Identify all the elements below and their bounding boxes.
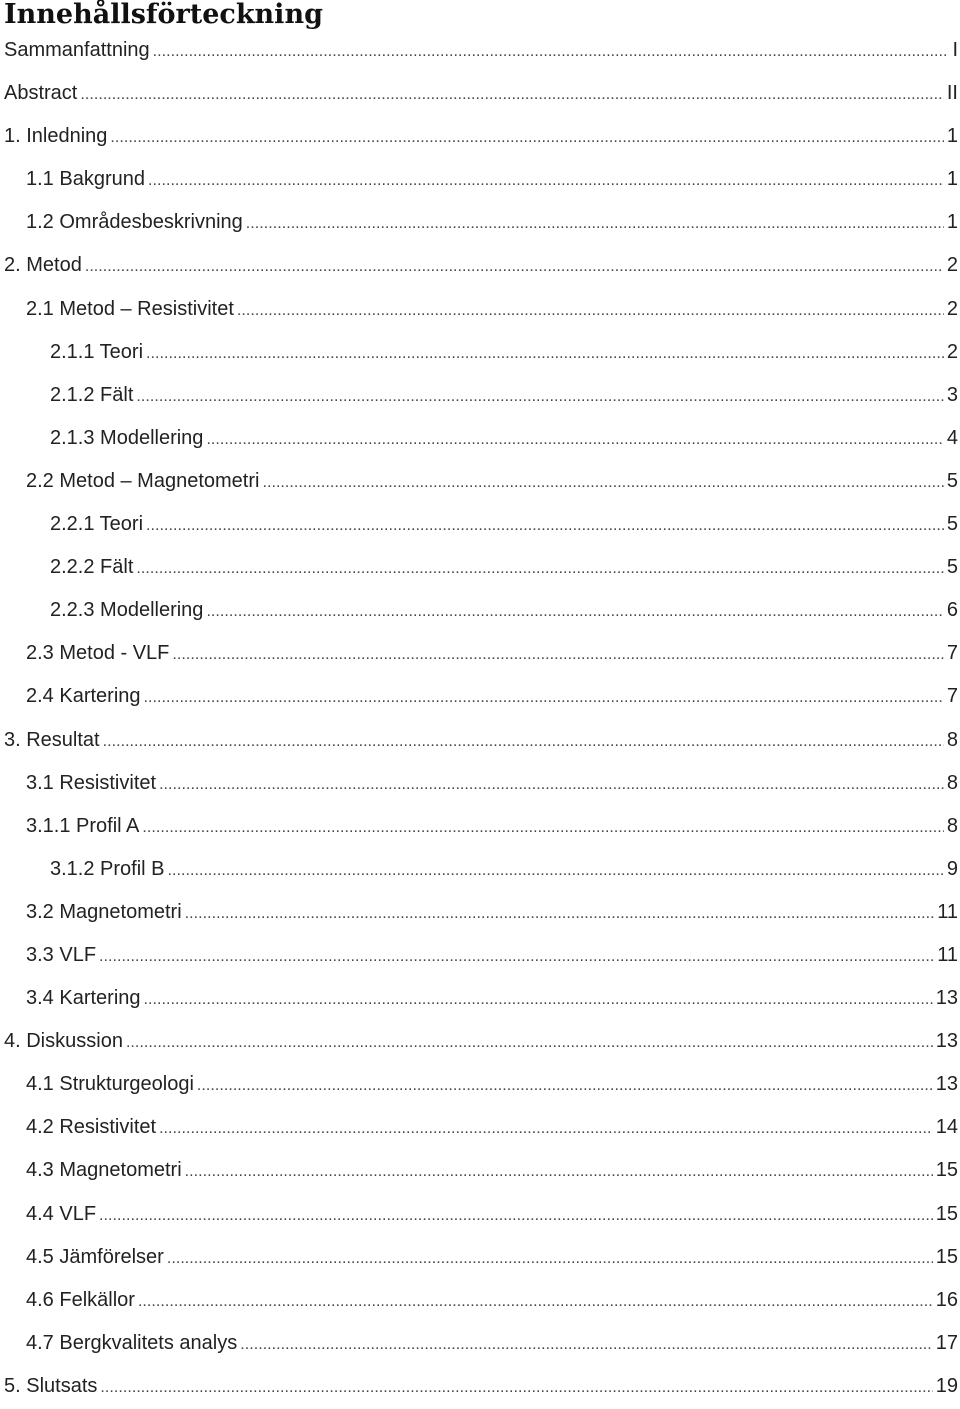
toc-entry-label: 3.2 Magnetometri [26,900,182,923]
toc-dot-leader [237,288,944,332]
toc-dot-leader [185,1149,933,1193]
toc-entry[interactable] [0,589,960,632]
toc-entry-label: 4.1 Strukturgeologi [26,1073,194,1096]
toc-dot-leader [85,244,944,288]
toc-entry[interactable] [0,805,960,848]
toc-list [0,29,960,1408]
toc-dot-leader [146,503,944,547]
toc-entry[interactable] [0,115,960,158]
toc-entry-page-number: 3 [946,383,958,406]
toc-entry-page-number: 2 [946,297,958,320]
toc-dot-leader [99,1193,933,1237]
toc-dot-leader [144,977,933,1021]
toc-entry-page-number: 8 [946,814,958,837]
toc-entry-label: 2.2.3 Modellering [50,599,204,622]
toc-entry-label: 3.4 Kartering [26,987,141,1010]
toc-entry[interactable] [0,675,960,718]
toc-entry[interactable] [0,29,960,72]
toc-dot-leader [144,675,944,719]
toc-dot-leader [159,762,944,806]
toc-entry[interactable] [0,201,960,244]
toc-dot-leader [100,1365,932,1409]
toc-heading: Innehållsförteckning [4,0,323,30]
toc-entry-page-number: 11 [937,900,958,923]
toc-dot-leader [110,115,943,159]
toc-entry-label: 5. Slutsats [4,1374,98,1397]
toc-entry-page-number: 13 [935,1073,958,1096]
toc-entry[interactable] [0,546,960,589]
toc-entry-label: 2.1.2 Fält [50,383,134,406]
toc-entry-label: 2. Metod [4,254,82,277]
toc-entry-page-number: 9 [946,857,958,880]
toc-entry[interactable] [0,244,960,287]
toc-entry-label: Abstract [4,82,78,105]
toc-entry[interactable] [0,891,960,934]
toc-entry-label: 3.1 Resistivitet [26,771,157,794]
toc-entry[interactable] [0,72,960,115]
toc-dot-leader [240,1322,933,1366]
toc-entry-page-number: 1 [946,125,958,148]
toc-entry-page-number: 7 [946,685,958,708]
toc-dot-leader [148,158,944,202]
toc-entry-label: 4.5 Jämförelser [26,1245,164,1268]
toc-entry[interactable] [0,1106,960,1149]
toc-entry-page-number: 2 [946,340,958,363]
toc-entry[interactable] [0,1279,960,1322]
toc-entry-label: 3.3 VLF [26,943,97,966]
toc-dot-leader [146,331,944,375]
toc-entry-page-number: 11 [937,943,958,966]
toc-entry-label: 2.2 Metod – Magnetometri [26,469,260,492]
toc-entry-label: 3. Resultat [4,728,100,751]
toc-entry-page-number: 7 [946,642,958,665]
toc-entry-page-number: 8 [946,728,958,751]
toc-entry-page-number: 5 [946,513,958,536]
toc-entry-label: 1.2 Områdesbeskrivning [26,211,243,234]
toc-entry[interactable] [0,1020,960,1063]
toc-entry-label: 2.3 Metod - VLF [26,642,170,665]
toc-entry-page-number: 17 [935,1331,958,1354]
toc-entry-page-number: 14 [935,1116,958,1139]
toc-entry-label: 4.3 Magnetometri [26,1159,182,1182]
toc-entry-label: Sammanfattning [4,39,150,61]
toc-entry-label: 3.1.1 Profil A [26,814,140,837]
toc-entry-page-number: 15 [935,1245,958,1268]
toc-entry-page-number: 16 [935,1288,958,1311]
toc-entry[interactable] [0,503,960,546]
toc-entry-label: 2.1 Metod – Resistivitet [26,297,234,320]
toc-entry[interactable] [0,762,960,805]
toc-entry-label: 1.1 Bakgrund [26,168,145,191]
toc-entry[interactable] [0,977,960,1020]
toc-entry-page-number: 6 [946,599,958,622]
toc-dot-leader [103,719,944,763]
toc-entry[interactable] [0,1063,960,1106]
toc-dot-leader [172,632,943,676]
toc-entry[interactable] [0,417,960,460]
toc-dot-leader [136,546,943,590]
toc-entry-page-number: 1 [946,211,958,234]
toc-entry[interactable] [0,1236,960,1279]
toc-entry-page-number: 8 [946,771,958,794]
toc-entry-page-number: II [946,82,958,105]
toc-entry-page-number: 4 [946,426,958,449]
toc-dot-leader [159,1106,933,1150]
toc-dot-leader [246,201,944,245]
toc-dot-leader [168,848,944,892]
toc-entry[interactable] [0,1193,960,1236]
toc-entry-page-number: 15 [935,1202,958,1225]
toc-dot-leader [99,934,934,978]
toc-entry-label: 4. Diskussion [4,1030,123,1053]
toc-entry[interactable] [0,934,960,977]
toc-entry-page-number: 2 [946,254,958,277]
toc-dot-leader [142,805,943,849]
toc-entry-page-number: 5 [946,556,958,579]
toc-entry[interactable] [0,158,960,201]
toc-entry-page-number: 13 [935,987,958,1010]
toc-entry-page-number: 15 [935,1159,958,1182]
toc-entry-page-number: 19 [935,1374,958,1397]
toc-dot-leader [138,1279,933,1323]
toc-dot-leader [262,460,943,504]
toc-entry-label: 4.2 Resistivitet [26,1116,157,1139]
toc-entry-label: 4.6 Felkällor [26,1288,135,1311]
toc-entry-page-number: 1 [946,168,958,191]
toc-dot-leader [136,374,943,418]
toc-entry[interactable] [0,374,960,417]
toc-entry-page-number: 13 [935,1030,958,1053]
toc-dot-leader [206,417,943,461]
toc-entry-page-number: 5 [946,469,958,492]
toc-dot-leader [167,1236,933,1280]
toc-entry-label: 2.2.1 Teori [50,513,144,536]
toc-entry-label: 2.2.2 Fält [50,556,134,579]
toc-entry[interactable] [0,719,960,762]
toc-entry-label: 4.7 Bergkvalitets analys [26,1331,238,1354]
toc-dot-leader [153,29,950,73]
toc-entry[interactable] [0,1149,960,1192]
toc-entry-label: 2.1.1 Teori [50,340,144,363]
toc-dot-leader [206,589,943,633]
toc-dot-leader [197,1063,933,1107]
toc-entry-page-number: I [952,39,958,61]
toc-dot-leader [185,891,935,935]
toc-dot-leader [126,1020,933,1064]
toc-entry[interactable] [0,288,960,331]
toc-entry[interactable] [0,848,960,891]
toc-entry-label: 3.1.2 Profil B [50,857,165,880]
toc-entry-label: 2.4 Kartering [26,685,141,708]
toc-entry-label: 4.4 VLF [26,1202,97,1225]
toc-entry-label: 2.1.3 Modellering [50,426,204,449]
toc-entry[interactable] [0,1365,960,1408]
toc-dot-leader [80,72,944,116]
toc-entry[interactable] [0,460,960,503]
toc-entry[interactable] [0,632,960,675]
toc-entry[interactable] [0,1322,960,1365]
toc-entry[interactable] [0,331,960,374]
toc-entry-label: 1. Inledning [4,125,108,148]
